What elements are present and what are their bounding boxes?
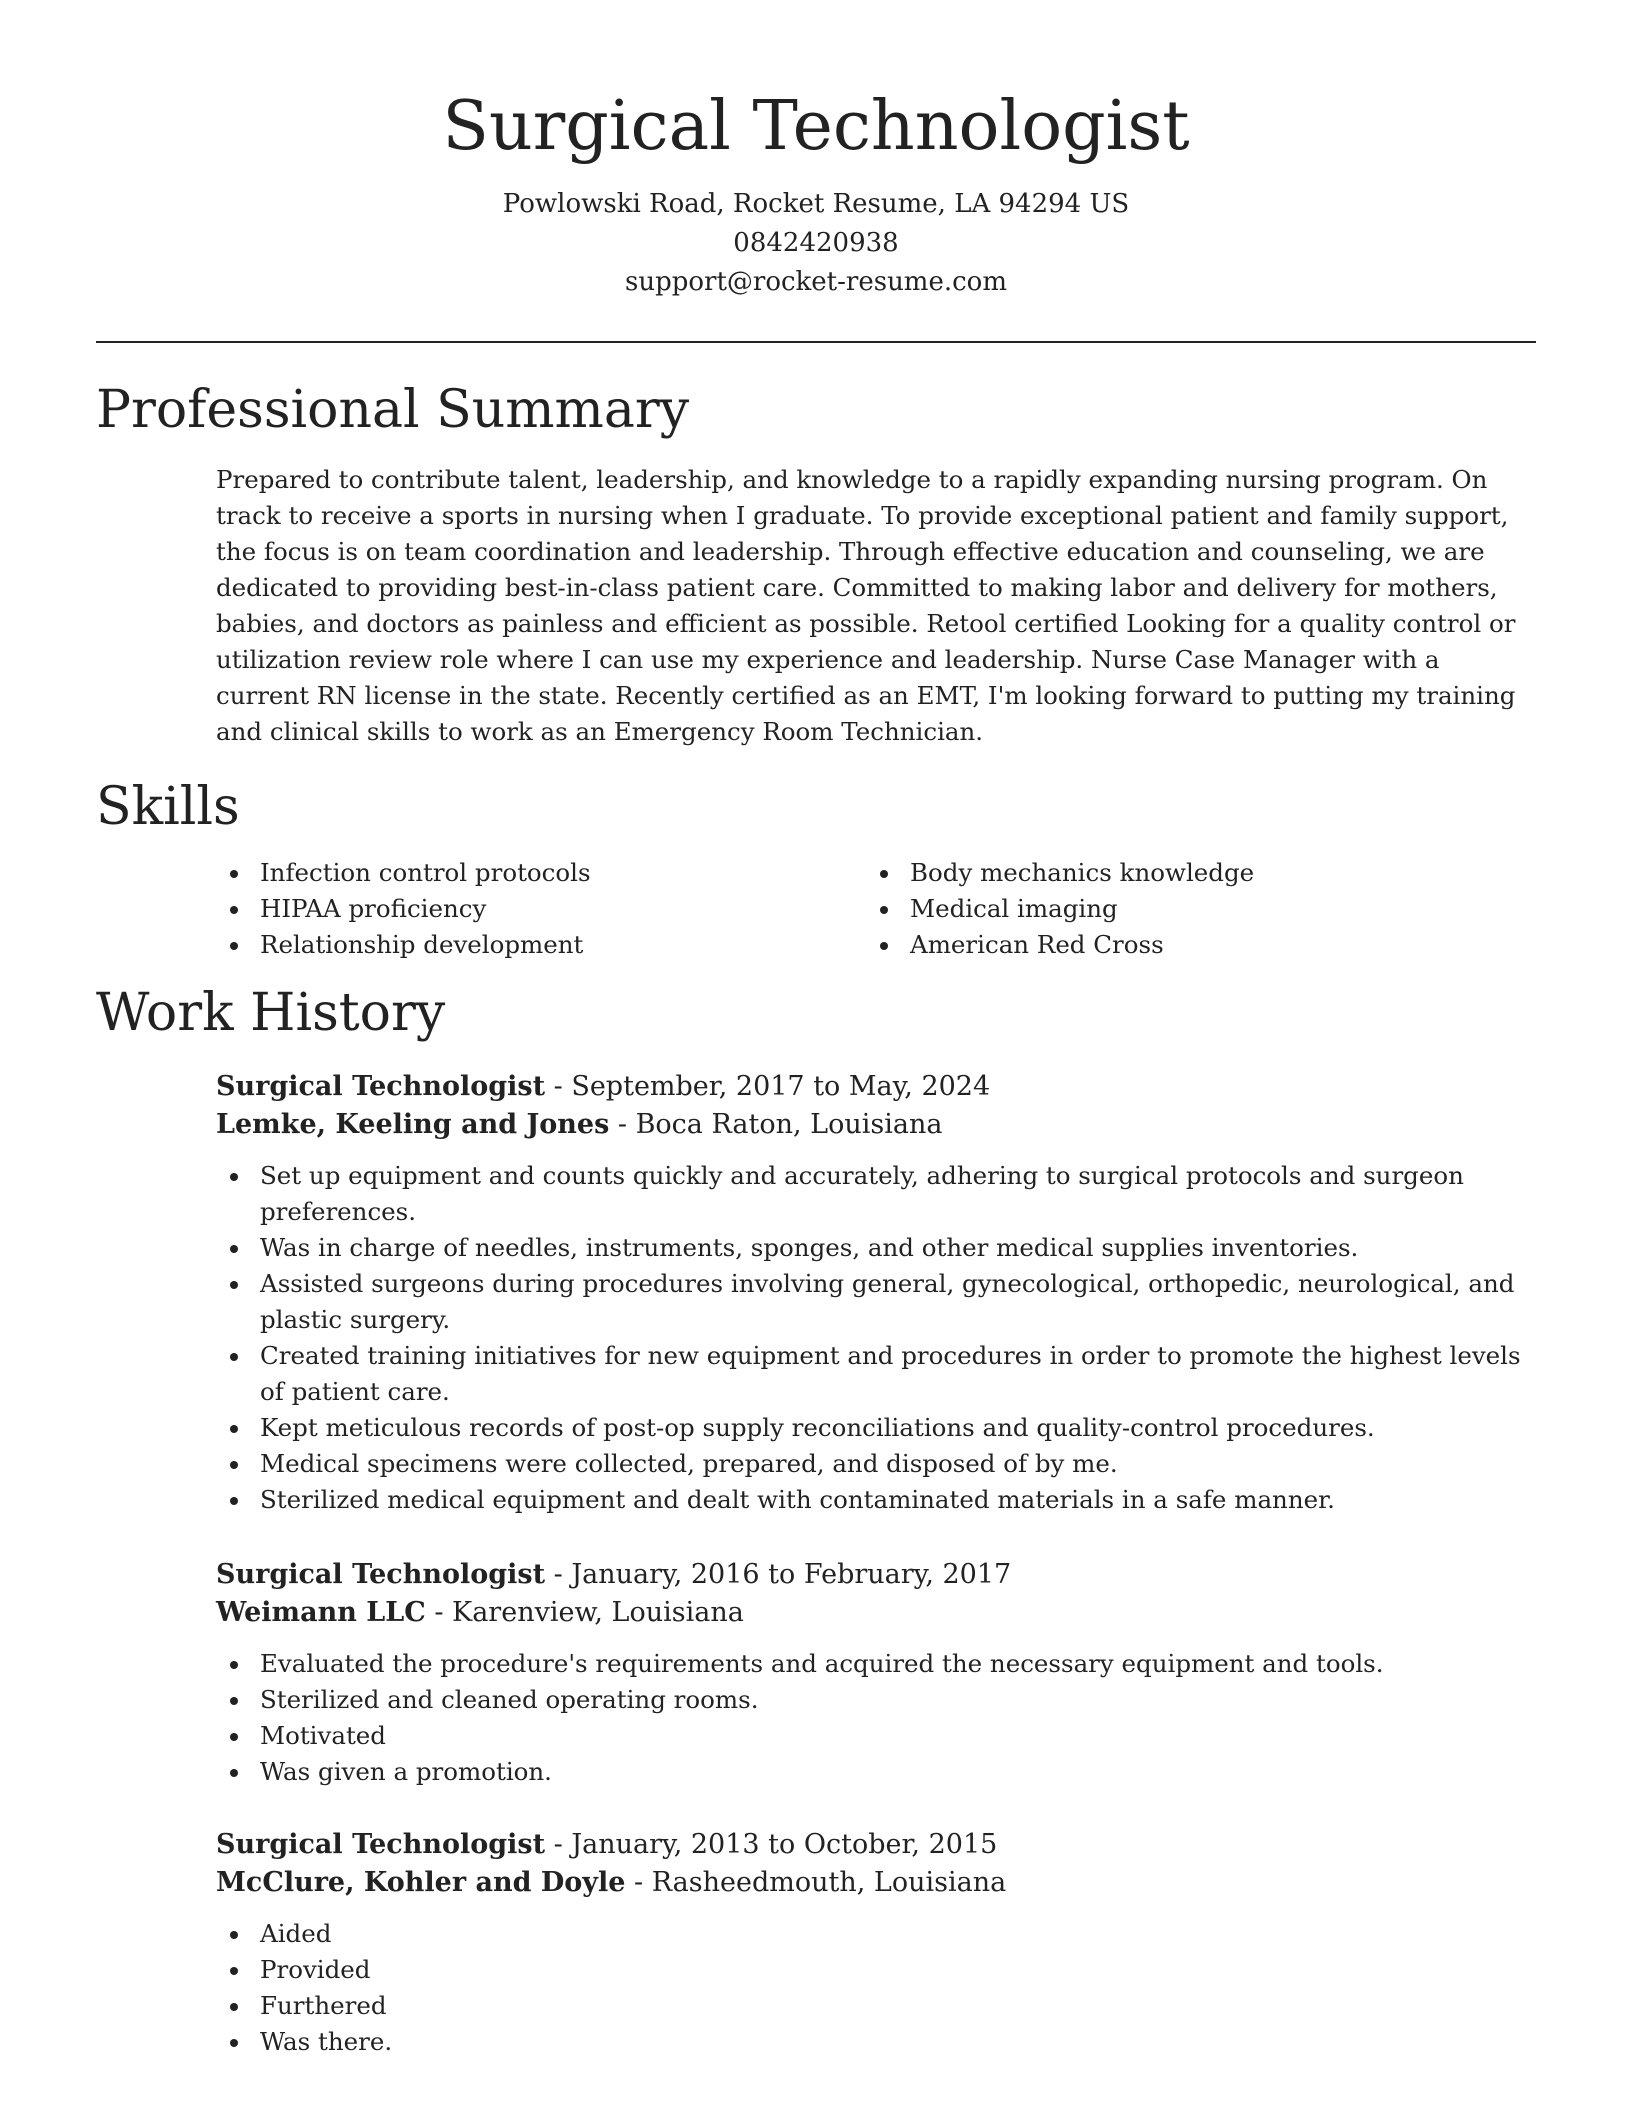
job-location: - Boca Raton, Louisiana <box>609 1109 943 1140</box>
skills-list-right <box>866 855 1506 963</box>
phone-text: 0842420938 <box>733 228 899 258</box>
job-dates: - September, 2017 to May, 2024 <box>545 1071 991 1102</box>
skill-item: American Red Cross <box>866 927 1506 963</box>
job-duty-item: Was given a promotion. <box>216 1754 1532 1790</box>
summary-text: Prepared to contribute talent, leadership, and knowledge to a rapidly expanding nursing program. On track to receive a sports in nursing when I graduate. To provide exceptional patient and family support, the focus is on team coordination and leadership. Through effective education and counseling, we are dedicated to providing best-in-class patient care. Committed to making labor and delivery for mothers, babies, and doctors as painless and efficient as possible. Retool certified Looking for a quality control or utilization review role where I can use my experience and leadership. Nurse Case Manager with a current RN license in the state. Recently certified as an EMT, I'm looking forward to putting my training and clinical skills to work as an Emergency Room Technician. <box>216 465 1516 746</box>
job-duty-item: Created training initiatives for new equipment and procedures in order to promote the highest levels of patient care. <box>216 1338 1532 1410</box>
job-duty-item: Provided <box>216 1952 1532 1988</box>
skill-item: Medical imaging <box>866 891 1506 927</box>
job-title-line <box>216 1826 1532 1864</box>
job-entry <box>216 1826 1532 2060</box>
job-title-line <box>216 1556 1532 1594</box>
job-company-line <box>216 1594 1532 1632</box>
job-duty-item: Furthered <box>216 1988 1532 2024</box>
job-duty-item: Evaluated the procedure's requirements and acquired the necessary equipment and tools. <box>216 1646 1532 1682</box>
header-divider <box>96 341 1536 343</box>
job-role: Surgical Technologist <box>216 1559 546 1590</box>
job-role: Surgical Technologist <box>216 1071 546 1102</box>
job-duties-list <box>216 1646 1532 1790</box>
job-entry <box>216 1556 1532 1790</box>
job-dates: - January, 2013 to October, 2015 <box>545 1829 998 1860</box>
skill-item: Body mechanics knowledge <box>866 855 1506 891</box>
skill-item: HIPAA proficiency <box>216 891 856 927</box>
job-location: - Karenview, Louisiana <box>425 1597 744 1628</box>
job-duties-list <box>216 1916 1532 2060</box>
job-location: - Rasheedmouth, Louisiana <box>625 1867 1007 1898</box>
job-company-line <box>216 1864 1532 1902</box>
skills-heading: Skills <box>96 777 240 837</box>
skill-item: Relationship development <box>216 927 856 963</box>
job-duty-item: Kept meticulous records of post-op supply reconciliations and quality-control procedures. <box>216 1410 1532 1446</box>
contact-info <box>0 185 1632 302</box>
email-text: support@rocket-resume.com <box>624 267 1007 297</box>
job-entry <box>216 1068 1532 1518</box>
job-duty-item: Set up equipment and counts quickly and accurately, adhering to surgical protocols and surgeon preferences. <box>216 1158 1532 1230</box>
job-duty-item: Was there. <box>216 2024 1532 2060</box>
job-title-line <box>216 1068 1532 1106</box>
job-company: McClure, Kohler and Doyle <box>216 1867 626 1898</box>
job-company-line <box>216 1106 1532 1144</box>
candidate-name: Surgical Technologist <box>442 87 1190 166</box>
job-duty-item: Was in charge of needles, instruments, sponges, and other medical supplies inventories. <box>216 1230 1532 1266</box>
job-duty-item: Sterilized and cleaned operating rooms. <box>216 1682 1532 1718</box>
work-history-heading: Work History <box>96 983 446 1043</box>
resume-header <box>0 82 1632 302</box>
job-duty-item: Sterilized medical equipment and dealt with contaminated materials in a safe manner. <box>216 1482 1532 1518</box>
address-text: Powlowski Road, Rocket Resume, LA 94294 US <box>502 189 1130 219</box>
job-company: Lemke, Keeling and Jones <box>216 1109 610 1140</box>
job-dates: - January, 2016 to February, 2017 <box>545 1559 1012 1590</box>
job-company: Weimann LLC <box>216 1597 426 1628</box>
skills-list-left <box>216 855 856 963</box>
job-duty-item: Medical specimens were collected, prepared, and disposed of by me. <box>216 1446 1532 1482</box>
summary-heading: Professional Summary <box>96 380 690 440</box>
job-duty-item: Motivated <box>216 1718 1532 1754</box>
job-role: Surgical Technologist <box>216 1829 546 1860</box>
job-duty-item: Aided <box>216 1916 1532 1952</box>
job-duties-list <box>216 1158 1532 1518</box>
skill-item: Infection control protocols <box>216 855 856 891</box>
job-duty-item: Assisted surgeons during procedures involving general, gynecological, orthopedic, neurological, and plastic surgery. <box>216 1266 1532 1338</box>
